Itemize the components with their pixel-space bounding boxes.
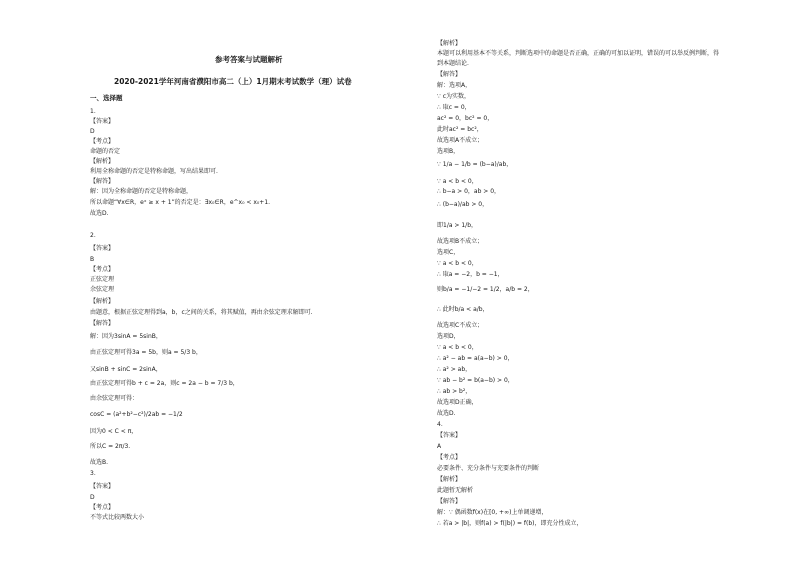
q1-conclusion: 故选D. — [90, 210, 109, 217]
q4-topic-label: 【考点】 — [437, 454, 462, 461]
q3-topic: 不等式比较两数大小 — [90, 514, 145, 521]
exam-title: 2020-2021学年河南省濮阳市高二（上）1月期末考试数学（理）试卷 — [114, 77, 352, 86]
q3-solution-line: ∴ a² − ab = a(a−b) > 0， — [437, 355, 514, 362]
q3-solution-line: ∵ a < b < 0， — [437, 178, 478, 185]
q3-analysis: 到本题结论. — [437, 60, 469, 67]
q3-solution-line: ∴ ab > b²， — [437, 388, 472, 395]
page-heading: 参考答案与试题解析 — [215, 55, 283, 64]
q1-analysis: 利用全称命题的否定是特称命题，写出结果即可. — [90, 168, 218, 175]
q3-solution-line: 选项B， — [437, 148, 460, 155]
q2-solution-label: 【解答】 — [90, 320, 115, 327]
q1-solution-label: 【解答】 — [90, 178, 115, 185]
q3-solution-line: ∴ 取a = −2，b = −1， — [437, 271, 504, 278]
q1-topic-label: 【考点】 — [90, 138, 115, 145]
q3-solution-line: ∵ c为实数， — [437, 93, 471, 100]
q2-solution-line: 由余弦定理可得： — [90, 395, 139, 402]
q3-answer: D — [90, 494, 95, 501]
q2-solution-line: 由正弦定理可得b + c = 2a，则c = 2a − b = 7/3 b， — [90, 380, 239, 387]
q3-solution-line: ∴ 取c = 0， — [437, 104, 471, 111]
q2-answer-label: 【答案】 — [90, 245, 115, 252]
q2-answer: B — [90, 256, 95, 263]
q3-solution-line: 选项C， — [437, 249, 460, 256]
q1-analysis-label: 【解析】 — [90, 158, 115, 165]
q1-answer-label: 【答案】 — [90, 118, 115, 125]
q3-solution-line: 解：选项A， — [437, 82, 472, 89]
q1-solution-line: 所以命题“∀x∈R，eˣ ≥ x + 1”的否定是：∃x₀∈R，e^x₀ < x₀+1. — [90, 199, 271, 206]
q4-answer-label: 【答案】 — [437, 432, 462, 439]
q2-topic: 正弦定理 — [90, 276, 115, 283]
q2-solution-line: cosC = (a²+b²−c²)/2ab = −1/2 — [90, 411, 183, 418]
q2-number: 2. — [90, 232, 96, 239]
q3-solution-line: 此时ac² = bc²， — [437, 126, 483, 133]
q4-topic: 必要条件、充分条件与充要条件的判断 — [437, 465, 540, 472]
q4-answer: A — [437, 443, 442, 450]
q3-solution-line: 故选项B不成立； — [437, 238, 484, 245]
q1-answer: D — [90, 128, 95, 135]
q4-solution-label: 【解答】 — [437, 498, 462, 505]
q4-solution-line: ∴ 若a > |b|，则f(a) > f(|b|) = f(b)，即充分性成立， — [437, 520, 583, 527]
q2-analysis-label: 【解析】 — [90, 298, 115, 305]
q4-solution-line: 解：∵ 偶函数f(x)在[0, +∞)上单调递增， — [437, 509, 548, 516]
q3-topic-label: 【考点】 — [90, 504, 115, 511]
q3-solution-line: ∴ 此时b/a < a/b， — [437, 306, 489, 313]
q2-solution-line: 又sinB + sinC = 2sinA， — [90, 366, 162, 373]
q1-solution-line: 解：因为全称命题的否定是特称命题， — [90, 188, 193, 195]
q3-solution-line: ac² = 0，bc² = 0， — [437, 115, 494, 122]
q1-topic: 命题的否定 — [90, 148, 121, 155]
q3-analysis: 本题可以利用基本不等关系，判断选项中的命题是否正确，正确的可加以证明，错误的可以举反例判断，得 — [437, 50, 720, 57]
q3-solution-line: 故选项A不成立； — [437, 137, 484, 144]
q3-answer-label: 【答案】 — [90, 483, 115, 490]
q3-solution-line: ∵ 1/a − 1/b = (b−a)/ab， — [437, 161, 513, 168]
q2-solution-line: 所以C = 2π/3. — [90, 443, 131, 450]
q2-analysis: 由题意，根据正弦定理得到a，b，c之间的关系，将其赋值，再由余弦定理求解即可. — [90, 309, 313, 316]
q3-number: 3. — [90, 470, 96, 477]
q3-conclusion: 故选D. — [437, 410, 456, 417]
section-heading: 一、选择题 — [90, 94, 123, 102]
q2-solution-line: 因为0 < C < π， — [90, 428, 138, 435]
q4-number: 4. — [437, 421, 443, 428]
q2-solution-line: 由正弦定理可得3a = 5b，则a = 5/3 b， — [90, 349, 202, 356]
q3-solution-line: 故选项C不成立； — [437, 322, 484, 329]
q3-solution-line: 则b/a = −1/−2 = 1/2，a/b = 2， — [437, 286, 534, 293]
q2-conclusion: 故选B. — [90, 459, 109, 466]
q2-solution-line: 解：因为3sinA = 5sinB， — [90, 333, 162, 340]
q3-solution-line: ∵ a < b < 0， — [437, 260, 478, 267]
q3-solution-line: ∵ ab − b² = b(a−b) > 0， — [437, 377, 514, 384]
q3-solution-line: ∵ a < b < 0， — [437, 344, 478, 351]
q2-topic-label: 【考点】 — [90, 266, 115, 273]
q1-number: 1. — [90, 108, 96, 115]
q3-solution-line: 选项D， — [437, 333, 460, 340]
q3-solution-line: 故选项D正确， — [437, 399, 478, 406]
q3-analysis-label: 【解析】 — [437, 40, 462, 47]
q3-solution-line: ∴ a² > ab， — [437, 366, 472, 373]
q3-solution-line: 即1/a > 1/b， — [437, 222, 478, 229]
q2-topic: 余弦定理 — [90, 286, 115, 293]
q3-solution-label: 【解答】 — [437, 71, 462, 78]
q3-solution-line: ∴ (b−a)/ab > 0， — [437, 201, 489, 208]
q4-analysis-label: 【解析】 — [437, 476, 462, 483]
q4-analysis: 此题暂无解析 — [437, 487, 474, 494]
q3-solution-line: ∴ b−a > 0，ab > 0， — [437, 188, 501, 195]
